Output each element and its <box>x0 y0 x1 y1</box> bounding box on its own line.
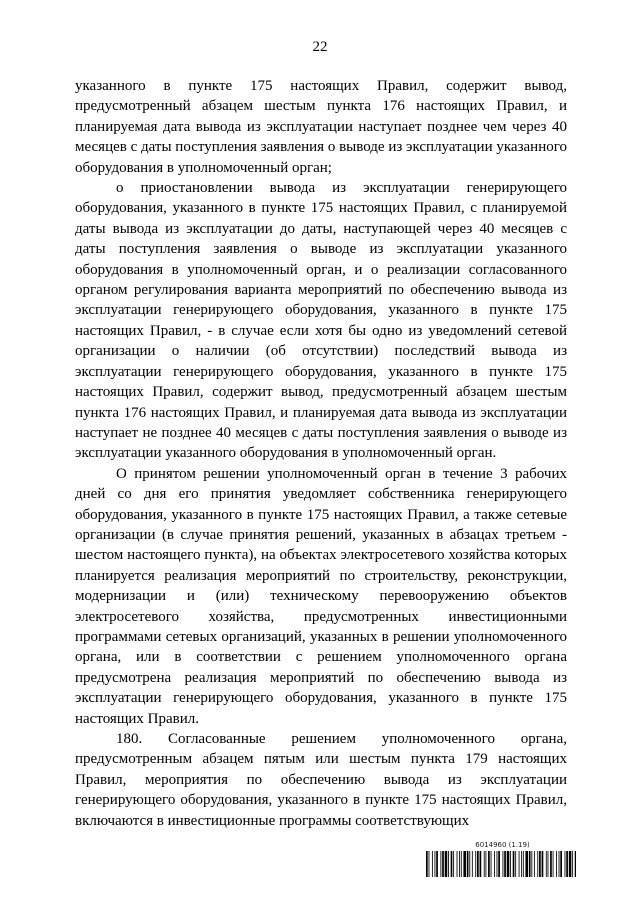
paragraph-continuation: указанного в пункте 175 настоящих Правил, содержит вывод, предусмотренный абзацем шестым пункта 176 настоящих Правил, и планируемая дата вывода из эксплуатации наступает позднее чем через 40 месяцев с даты поступления заявления о выводе из эксплуатации указанного оборудования в уполномоченный орган; <box>75 78 567 176</box>
barcode-icon <box>426 851 576 877</box>
document-body <box>75 76 567 831</box>
paragraph-suspension: о приостановлении вывода из эксплуатации генерирующего оборудования, указанного в пункте 175 настоящих Правил, с планируемой даты вывода из эксплуатации до даты, наступающей через 40 месяцев с даты поступления заявления о выводе из эксплуатации указанного оборудования в уполномоченный орган, и о реализации согласованного органом регулирования варианта мероприятий по обеспечению вывода из эксплуатации генерирующего оборудования, указанного в пункте 175 настоящих Правил, - в случае если хотя бы одно из уведомлений сетевой организации о наличии (об отсутствии) последствий вывода из эксплуатации генерирующего оборудования, указанного в пункте 175 настоящих Правил, содержит вывод, предусмотренный абзацем шестым пункта 176 настоящих Правил, и планируемая дата вывода из эксплуатации наступает не позднее 40 месяцев с даты поступления заявления о выводе из эксплуатации указанного оборудования в уполномоченный орган. <box>75 180 567 462</box>
page-number: 22 <box>312 39 328 55</box>
paragraph-notification: О принятом решении уполномоченный орган в течение 3 рабочих дней со дня его принятия уведомляет собственника генерирующего оборудования, указанного в пункте 175 настоящих Правил, а также сетевые организации (в случае принятия решений, указанных в абзацах третьем - шестом настоящего пункта), на объектах электросетевого хозяйства которых планируется реализация мероприятий по строительству, реконструкции, модернизации и (или) техническому перевооружению объектов электросетевого хозяйства, предусмотренных инвестиционными программами сетевых организаций, указанных в решении уполномоченного органа, или в соответствии с решением уполномоченного органа предусмотрена реализация мероприятий по обеспечению вывода из эксплуатации генерирующего оборудования, указанного в пункте 175 настоящих Правил. <box>75 465 567 727</box>
document-code: 6014960 (1.19) <box>475 841 530 849</box>
paragraph-180: 180. Согласованные решением уполномоченного органа, предусмотренным абзацем пятым или шестым пункта 179 настоящих Правил, мероприятия по обеспечению вывода из эксплуатации генерирующего оборудования, указанного в пункте 175 настоящих Правил, включаются в инвестиционные программы соответствующих <box>75 731 567 829</box>
